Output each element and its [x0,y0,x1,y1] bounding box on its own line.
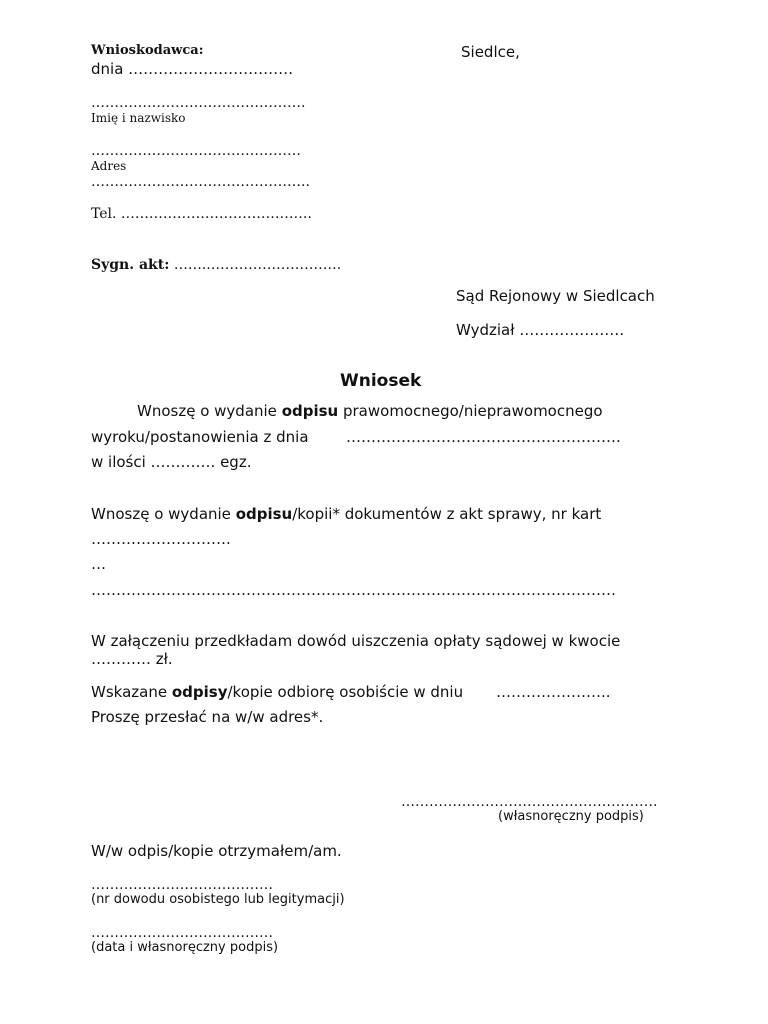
para2-post: /kopii* dokumentów z akt sprawy, nr kart [292,505,602,523]
applicant-label: Wnioskodawca: [91,43,204,58]
para2-dots-3: …………………………………………………………………………………………… [91,581,616,599]
para1-line3: w ilości …………. egz. [91,453,252,471]
receipt-caption-2: (data i własnoręczny podpis) [91,940,279,955]
para3-line2: ………… zł. [91,650,173,668]
city-label: Siedlce, [461,43,520,61]
para1-line2: wyroku/postanowienia z dnia [91,428,309,446]
para2-dots-1: ………………………. [91,530,231,548]
para4-line2: Proszę przesłać na w/w adres*. [91,708,324,726]
signature-dots: ………………………………………………. [401,794,658,810]
name-dots: ………………………………………. [91,95,306,111]
para2-dots-2: … [91,555,106,573]
address-dots-2: ……………………………………….. [91,174,310,190]
address-dots-1: ……………………………………… [91,143,301,159]
para1-pre: Wnoszę o wydanie [137,402,282,420]
para1-line2-dots: ………………………………………………. [346,428,621,446]
case-dots: ……..………………………. [173,257,342,273]
para4-dots: ………………….. [496,683,611,701]
para2-line1 [91,505,601,523]
para2-bold: odpisu [235,505,293,523]
date-line: dnia …………………………… [91,60,294,78]
department-line: Wydział ………………… [456,321,625,339]
para1-line1 [137,402,603,420]
para4-pre: Wskazane [91,683,172,701]
case-number-line [91,257,341,273]
tel-line: Tel. ………………………………….. [91,206,312,222]
receipt-dots-1: ………………………………… [91,877,273,893]
receipt-text: W/w odpis/kopie otrzymałem/am. [91,842,342,860]
receipt-caption-1: (nr dowodu osobistego lub legitymacji) [91,892,345,907]
court-name: Sąd Rejonowy w Siedlcach [456,287,655,305]
para3-line1: W załączeniu przedkładam dowód uiszczenia opłaty sądowej w kwocie [91,632,621,650]
document-title: Wniosek [340,371,422,391]
para4-line1 [91,683,463,701]
receipt-dots-2: ………………………………… [91,925,273,941]
address-caption: Adres [91,159,127,173]
name-caption: Imię i nazwisko [91,111,186,125]
para2-pre: Wnoszę o wydanie [91,505,236,523]
case-label: Sygn. akt: [91,257,170,273]
para4-bold: odpisy [171,683,228,701]
para1-post: prawomocnego/nieprawomocnego [338,402,603,420]
signature-caption: (własnoręczny podpis) [498,809,644,824]
para1-bold: odpisu [281,402,339,420]
para4-post: /kopie odbiorę osobiście w dniu [227,683,464,701]
